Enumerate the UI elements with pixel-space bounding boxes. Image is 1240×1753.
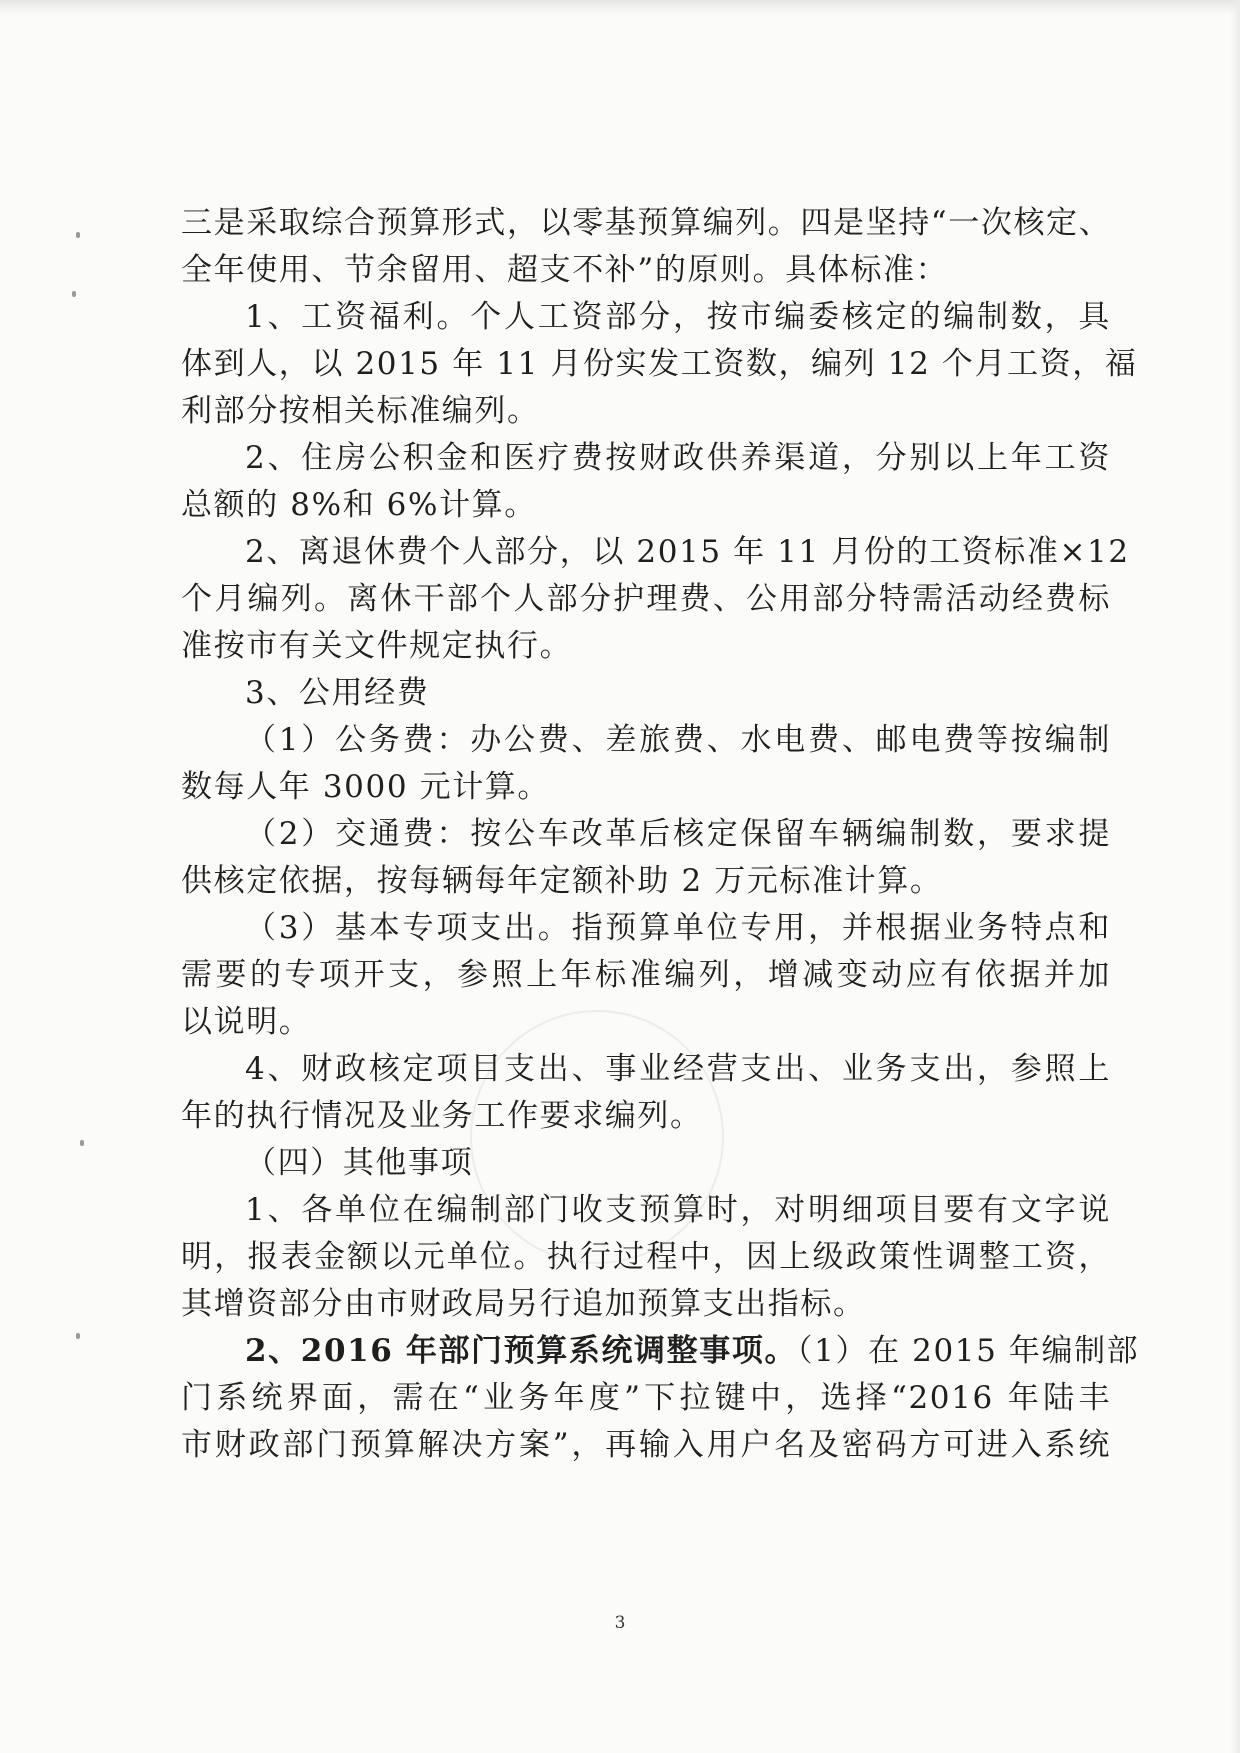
text-line: 1、工资福利。个人工资部分，按市编委核定的编制数，具 bbox=[245, 299, 1111, 335]
text-line: 个月编列。离休干部个人部分护理费、公用部分特需活动经费标 bbox=[181, 581, 1111, 617]
text-line: 准按市有关文件规定执行。 bbox=[181, 628, 573, 664]
text-line: 门系统界面，需在“业务年度”下拉键中，选择“2016 年陆丰 bbox=[181, 1380, 1111, 1416]
text-line: 明，报表金额以元单位。执行过程中，因上级政策性调整工资， bbox=[181, 1239, 1111, 1275]
text-line: 1、各单位在编制部门收支预算时，对明细项目要有文字说 bbox=[245, 1192, 1111, 1228]
section-heading: （四）其他事项 bbox=[245, 1145, 474, 1181]
scan-edge-right bbox=[1230, 0, 1240, 1753]
scan-speck bbox=[80, 1140, 84, 1146]
text-line: （3）基本专项支出。指预算单位专用，并根据业务特点和 bbox=[245, 910, 1111, 946]
text-line: 2、住房公积金和医疗费按财政供养渠道，分别以上年工资 bbox=[245, 440, 1111, 476]
scan-speck bbox=[76, 232, 80, 238]
text-line: 2、离退休费个人部分，以 2015 年 11 月份的工资标准×12 bbox=[245, 534, 1130, 570]
text-line: 利部分按相关标准编列。 bbox=[181, 393, 540, 429]
text-line: 全年使用、节余留用、超支不补”的原则。具体标准： bbox=[181, 252, 949, 288]
text-line: 市财政部门预算解决方案”，再输入用户名及密码方可进入系统 bbox=[181, 1427, 1111, 1463]
text-line-mixed bbox=[181, 1328, 1140, 1375]
page-number: 3 bbox=[614, 1613, 626, 1633]
text-line: （1）公务费：办公费、差旅费、水电费、邮电费等按编制 bbox=[245, 722, 1111, 758]
text-line: 年的执行情况及业务工作要求编列。 bbox=[181, 1098, 703, 1134]
text-run: （1）在 2015 年编制部 bbox=[797, 1333, 1140, 1369]
bold-heading: 2、2016 年部门预算系统调整事项。 bbox=[245, 1333, 798, 1369]
text-line: 体到人，以 2015 年 11 月份实发工资数，编列 12 个月工资，福 bbox=[181, 346, 1138, 382]
text-line: 数每人年 3000 元计算。 bbox=[181, 769, 550, 805]
text-line: 4、财政核定项目支出、事业经营支出、业务支出，参照上 bbox=[245, 1051, 1111, 1087]
text-line: 总额的 8%和 6%计算。 bbox=[181, 487, 537, 523]
scan-edge-top bbox=[0, 0, 1240, 14]
text-line: 需要的专项开支，参照上年标准编列，增减变动应有依据并加 bbox=[181, 957, 1111, 993]
body-text bbox=[181, 200, 1140, 1469]
section-heading: 3、公用经费 bbox=[245, 675, 430, 711]
text-line: 以说明。 bbox=[181, 1004, 312, 1040]
text-line: 其增资部分由市财政局另行追加预算支出指标。 bbox=[181, 1286, 866, 1322]
scan-speck bbox=[76, 1333, 80, 1339]
text-line: 供核定依据，按每辆每年定额补助 2 万元标准计算。 bbox=[181, 863, 943, 899]
text-line: （2）交通费：按公车改革后核定保留车辆编制数，要求提 bbox=[245, 816, 1111, 852]
scan-speck bbox=[72, 291, 76, 297]
text-line: 三是采取综合预算形式，以零基预算编列。四是坚持“一次核定、 bbox=[181, 205, 1112, 241]
